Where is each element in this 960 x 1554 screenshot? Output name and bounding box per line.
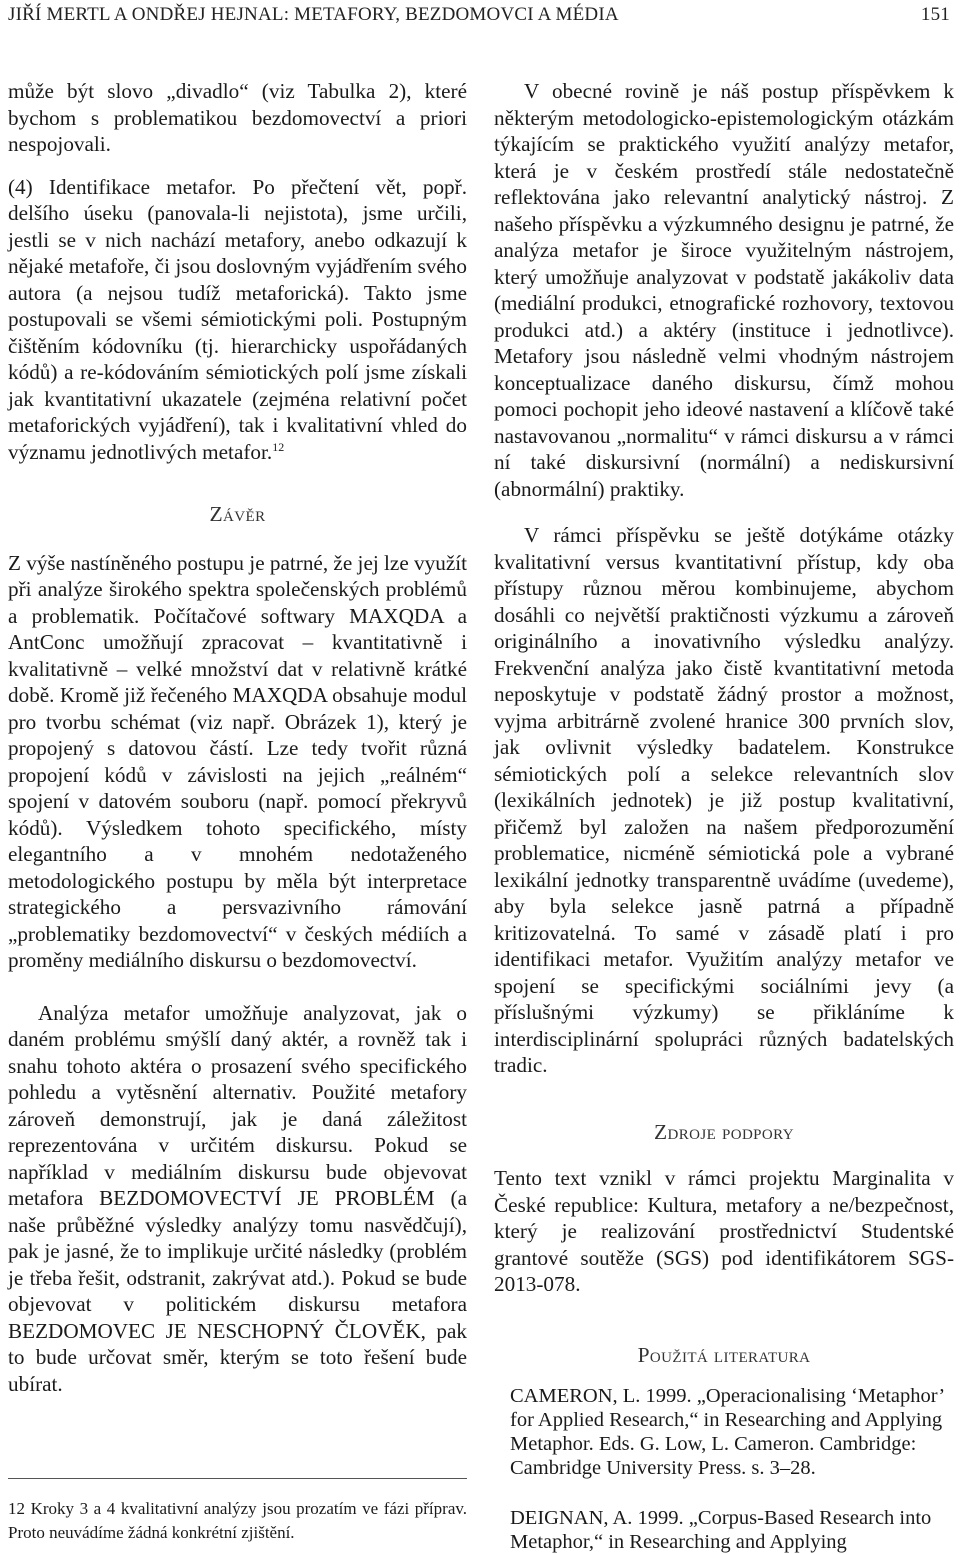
running-header bbox=[8, 4, 952, 32]
page-number: 151 bbox=[920, 4, 950, 25]
left-column bbox=[8, 78, 467, 1397]
section-heading-conclusion: Závěr bbox=[209, 502, 266, 526]
paragraph: Analýza metafor umožňuje analyzovat, jak o daném problému smýšlí daný aktér, a rovněž tak i snahu tohoto aktéra o prosazení svého specifického pohledu a vytěsnění alternativ. Použité metafory zároveň demonstrují, jak je daná záležitost reprezentována v určitém diskursu. Pokud se například v mediálním diskursu bude objevovat metafora BEZDOMOVECTVÍ JE PROBLÉM (a naše průběžné výsledky analýzy tomu nasvědčují), pak je jasné, že to implikuje určité následky (problém je třeba řešit, odstranit, zakrývat atd.). Pokud se bude objevovat v politickém diskursu metafora BEZDOMOVEC JE NESCHOPNÝ ČLOVĚK, pak to bude určovat směr, kterým se toto řešení bude ubírat. bbox=[8, 1000, 467, 1396]
paragraph: Z výše nastíněného postupu je patrné, že jej lze využít při analýze širokého spektra společenských problémů a problematik. Počítačové softwary MAXQDA a AntConc umožňují zpracovat – kvantitativně i kvalitativně – velké množství dat v relativně krátké době. Kromě již řečeného MAXQDA obsahuje modul pro tvorbu schémat (viz např. Obrázek 1), který je propojený s datovou částí. Lze tedy tvořit různá propojení kódů v závislosti na jejich „reálném“ spojení v datovém souboru (např. pomocí překryvů kódů). Výsledkem tohoto specifického, místy elegantního a v mnohém nedotaženého metodologického postupu by měla být interpretace strategického a persvazivního rámování „problematiky bezdomovectví“ v českých médiích a proměny mediálního diskursu o bezdomovectví. bbox=[8, 550, 467, 972]
footnote-text: Kroky 3 a 4 kvalitativní analýzy jsou prozatím ve fázi příprav. Proto neuvádíme žádná konkrétní zjištění. bbox=[8, 1499, 468, 1542]
paragraph: V rámci příspěvku se ještě dotýkáme otázky kvalitativní versus kvantitativní přístup, kdy oba přístupy různou měrou kombinujeme, abychom dosáhli co největší praktičnosti výzkumu a zároveň originálního a inovativního výsledku analýzy. Frekvenční analýza jako čistě kvantitativní metoda neposkytuje v podstatě žádný prostor a možnost, vyjma arbitrárně zvolené hranice 300 prvních slov, jak ovlivnit výsledky badatelem. Konstrukce sémiotických polí a selekce relevantních slov (lexikálních jednotek) je již postup kvalitativní, přičemž byl založen na našem předporozumění problematice, nicméně sémiotická pole a vybrané lexikální jednotky transparentně uvádíme (uvedeme), aby byla selekce jasně patrná a případně kritizovatelná. To samé v zásadě platí i pro identifikaci metafor. Využitím analýzy metafor ve spojení se specifickými sociálními jevy (a příslušnými výzkumy) se přikláníme k interdisciplinární spolupráci různých badatelských tradic. bbox=[494, 523, 954, 1077]
footnote-number: 12 bbox=[8, 1499, 25, 1518]
footnote bbox=[8, 1478, 467, 1545]
paragraph-text: (4) Identifikace metafor. Po přečtení vět, popř. delšího úseku (panovala-li nejistota), jsme určili, jestli se v nich nachází metafory, anebo odkazují k nějaké metafoře, či jsou doslovným vyjádřením svého autora (a nejsou tudíž metaforická). Takto jsme postupovali se všemi sémiotickými poli. Postupným čištěním kódovníku (tj. hierarchicky uspořádaných kódů) a re-kódováním sémiotických polí jsme získali jak kvantitativní ukazatele (zejména relativní počet metaforických vyjádření), tak i kvalitativní vhled do významu jednotlivých metafor. bbox=[8, 174, 467, 464]
right-column bbox=[494, 78, 954, 1554]
paragraph: může být slovo „divadlo“ (viz Tabulka 2), které bychom s problematikou bezdomovectví a priori nespojovali. bbox=[8, 79, 467, 156]
reference-item: CAMERON, L. 1999. „Operacionalising ‘Metaphor’ for Applied Research,“ in Researching and Applying Metaphor. Eds. G. Low, L. Cameron. Cambridge: Cambridge University Press. s. 3–28. bbox=[510, 1385, 944, 1479]
reference-item: DEIGNAN, A. 1999. „Corpus-Based Research into Metaphor,“ in Researching and Applying bbox=[510, 1507, 932, 1553]
footnote-marker[interactable]: 12 bbox=[272, 439, 285, 454]
paragraph-identification bbox=[8, 174, 467, 466]
section-heading-literature: Použitá literatura bbox=[637, 1342, 811, 1367]
section-heading-support: Zdroje podpory bbox=[654, 1119, 794, 1144]
paragraph: V obecné rovině je náš postup příspěvkem k některým metodologicko-epistemologickým otázkám týkajícím se praktického využití analýzy metafor, která je v českém prostředí stále nedostatečně reflektována jako relevantní analytický nástroj. Z našeho příspěvku a výzkumného designu je patrné, že analýza metafor je široce využitelným nástrojem, který umožňuje analyzovat v podstatě jakákoliv data (mediální produkci, etnografické rozhovory, textovou produkci atd.) a aktéry (instituce i jednotlivce). Metafory jsou následně velmi vhodným nástrojem konceptualizace daného diskursu, čímž mohou pomoci pochopit jeho ideové nastavení a klíčově také nastavovanou „normalitu“ v rámci diskursu a v rámci ní také diskursivní (normální) a nediskursivní (abnormální) praktiky. bbox=[494, 79, 954, 501]
running-title: JIŘÍ MERTL A ONDŘEJ HEJNAL: METAFORY, BEZDOMOVCI A MÉDIA bbox=[8, 4, 619, 25]
paragraph-support: Tento text vznikl v rámci projektu Marginalita v České republice: Kultura, metafory a ne/bezpečnost, který je realizování prostřednictví Studentské grantové soutěže (SGS) pod identifikátorem SGS-2013-078. bbox=[494, 1166, 954, 1296]
